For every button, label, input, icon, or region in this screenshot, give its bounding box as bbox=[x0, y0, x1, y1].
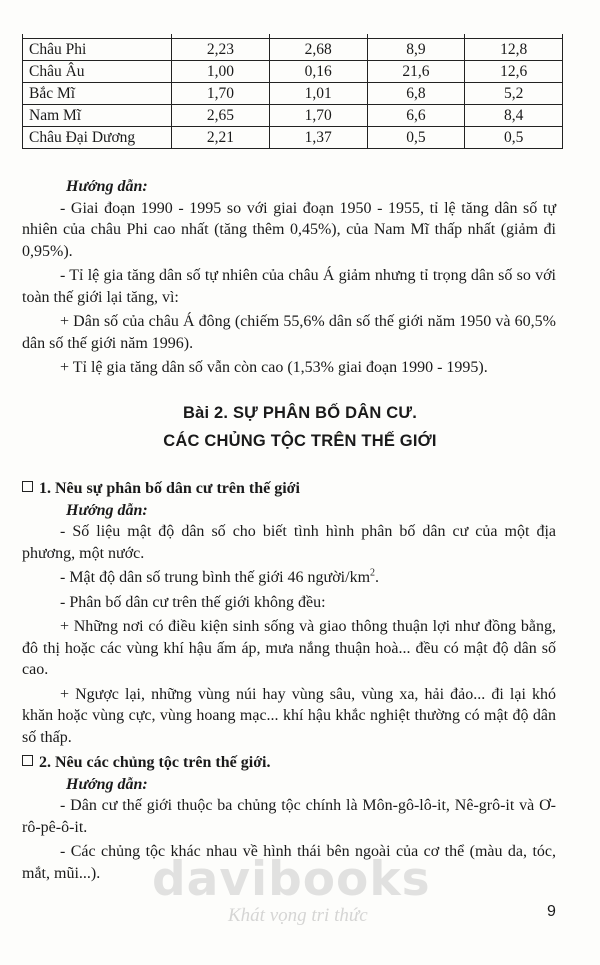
paragraph-text: - Tỉ lệ gia tăng dân số tự nhiên của châu Á giảm nhưng tỉ trọng dân số so với toàn thế giới lại tăng, vì: bbox=[22, 267, 556, 306]
guide-label: Hướng dẫn: bbox=[66, 178, 148, 195]
table-row bbox=[23, 105, 563, 127]
paragraph-text: + Những nơi có điều kiện sinh sống và giao thông thuận lợi như đồng bằng, đô thị hoặc các vùng khí hậu ấm áp, mưa nắng thuận hoà... đều có mật độ dân số cao. bbox=[22, 618, 556, 678]
region-name-cell: Nam Mĩ bbox=[23, 105, 172, 127]
value-cell: 1,70 bbox=[269, 105, 367, 127]
value-cell: 0,5 bbox=[465, 127, 563, 149]
q2-paragraph-1 bbox=[22, 795, 556, 838]
paragraph-text: . bbox=[375, 569, 380, 586]
question-1-heading bbox=[22, 478, 556, 500]
guide-label: Hướng dẫn: bbox=[66, 775, 148, 793]
value-cell: 2,68 bbox=[269, 39, 367, 61]
value-cell: 1,70 bbox=[172, 83, 270, 105]
section1-paragraph-2 bbox=[22, 265, 556, 308]
table-row bbox=[23, 39, 563, 61]
paragraph-text: - Giai đoạn 1990 - 1995 so với giai đoạn 1950 - 1955, tỉ lệ tăng dân số tự nhiên của châu Phi cao nhất (tăng thêm 0,45%), của Nam Mĩ thấp nhất (giảm đi 0,95%). bbox=[22, 199, 556, 260]
population-table bbox=[22, 34, 563, 149]
section1-paragraph-4 bbox=[22, 357, 556, 379]
region-name-cell: Bắc Mĩ bbox=[23, 83, 172, 105]
checkbox-icon bbox=[22, 755, 33, 766]
watermark-brand: davibooks bbox=[152, 852, 431, 907]
paragraph-text: - Số liệu mật độ dân số cho biết tình hình phân bố dân cư của một địa phương, một nước. bbox=[22, 523, 556, 562]
section1-guide bbox=[22, 176, 556, 379]
value-cell: 5,2 bbox=[465, 83, 563, 105]
heading-text: 1. Nêu sự phân bố dân cư trên thế giới bbox=[39, 480, 300, 497]
value-cell: 2,23 bbox=[172, 39, 270, 61]
value-cell: 1,00 bbox=[172, 61, 270, 83]
guide-label: Hướng dẫn: bbox=[66, 501, 148, 519]
value-cell: 12,6 bbox=[465, 61, 563, 83]
value-cell: 1,01 bbox=[269, 83, 367, 105]
value-cell: 6,8 bbox=[367, 83, 465, 105]
heading-text: 2. Nêu các chủng tộc trên thế giới. bbox=[39, 754, 271, 771]
watermark-slogan: Khát vọng tri thức bbox=[228, 905, 368, 926]
paragraph-text: - Dân cư thế giới thuộc ba chủng tộc chính là Môn-gô-lô-it, Nê-grô-it và Ơ-rô-pê-ô-it. bbox=[22, 797, 556, 836]
value-cell: 0,16 bbox=[269, 61, 367, 83]
region-name-cell: Châu Đại Dương bbox=[23, 127, 172, 149]
paragraph-text: + Dân số của châu Á đông (chiếm 55,6% dân số thế giới năm 1950 và 60,5% dân số thế giới năm 1996). bbox=[22, 313, 556, 352]
value-cell: 2,21 bbox=[172, 127, 270, 149]
value-cell: 1,37 bbox=[269, 127, 367, 149]
q1-paragraph-2 bbox=[22, 567, 556, 589]
superscript: 2 bbox=[370, 567, 376, 579]
section1-paragraph-3 bbox=[22, 311, 556, 354]
paragraph-text: - Phân bố dân cư trên thế giới không đều: bbox=[60, 593, 326, 611]
value-cell: 6,6 bbox=[367, 105, 465, 127]
value-cell: 21,6 bbox=[367, 61, 465, 83]
q1-paragraph-5 bbox=[22, 684, 556, 749]
q1-paragraph-4 bbox=[22, 616, 556, 681]
question-1 bbox=[22, 478, 556, 884]
checkbox-icon bbox=[22, 481, 33, 492]
value-cell: 12,8 bbox=[465, 39, 563, 61]
value-cell: 8,4 bbox=[465, 105, 563, 127]
value-cell: 0,5 bbox=[367, 127, 465, 149]
q1-paragraph-3 bbox=[22, 592, 556, 614]
page-number: 9 bbox=[547, 903, 556, 920]
population-table-body bbox=[23, 34, 563, 149]
paragraph-text: + Ngược lại, những vùng núi hay vùng sâu, vùng xa, hải đảo... đi lại khó khăn hoặc vùng cực, vùng hoang mạc... khí hậu khắc nghiệt thường có mật độ dân số thấp. bbox=[22, 685, 556, 746]
table-row bbox=[23, 127, 563, 149]
value-cell: 2,65 bbox=[172, 105, 270, 127]
value-cell: 8,9 bbox=[367, 39, 465, 61]
lesson-title-line-1: Bài 2. SỰ PHÂN BỐ DÂN CƯ. bbox=[182, 404, 418, 422]
section1-paragraph-1 bbox=[22, 198, 556, 263]
region-name-cell: Châu Phi bbox=[23, 39, 172, 61]
paragraph-text: + Tỉ lệ gia tăng dân số vẫn còn cao (1,53% giai đoạn 1990 - 1995). bbox=[60, 359, 488, 376]
table-row bbox=[23, 61, 563, 83]
question-2-heading bbox=[22, 752, 556, 774]
table-row bbox=[23, 83, 563, 105]
lesson-title-line-2: CÁC CHỦNG TỘC TRÊN THẾ GIỚI bbox=[163, 432, 437, 450]
paragraph-text: - Các chủng tộc khác nhau về hình thái bên ngoài của cơ thể (màu da, tóc, mắt, mũi...). bbox=[22, 843, 556, 882]
paragraph-text: - Mật độ dân số trung bình thế giới 46 người/km bbox=[60, 569, 371, 586]
q1-paragraph-1 bbox=[22, 521, 556, 564]
region-name-cell: Châu Âu bbox=[23, 61, 172, 83]
